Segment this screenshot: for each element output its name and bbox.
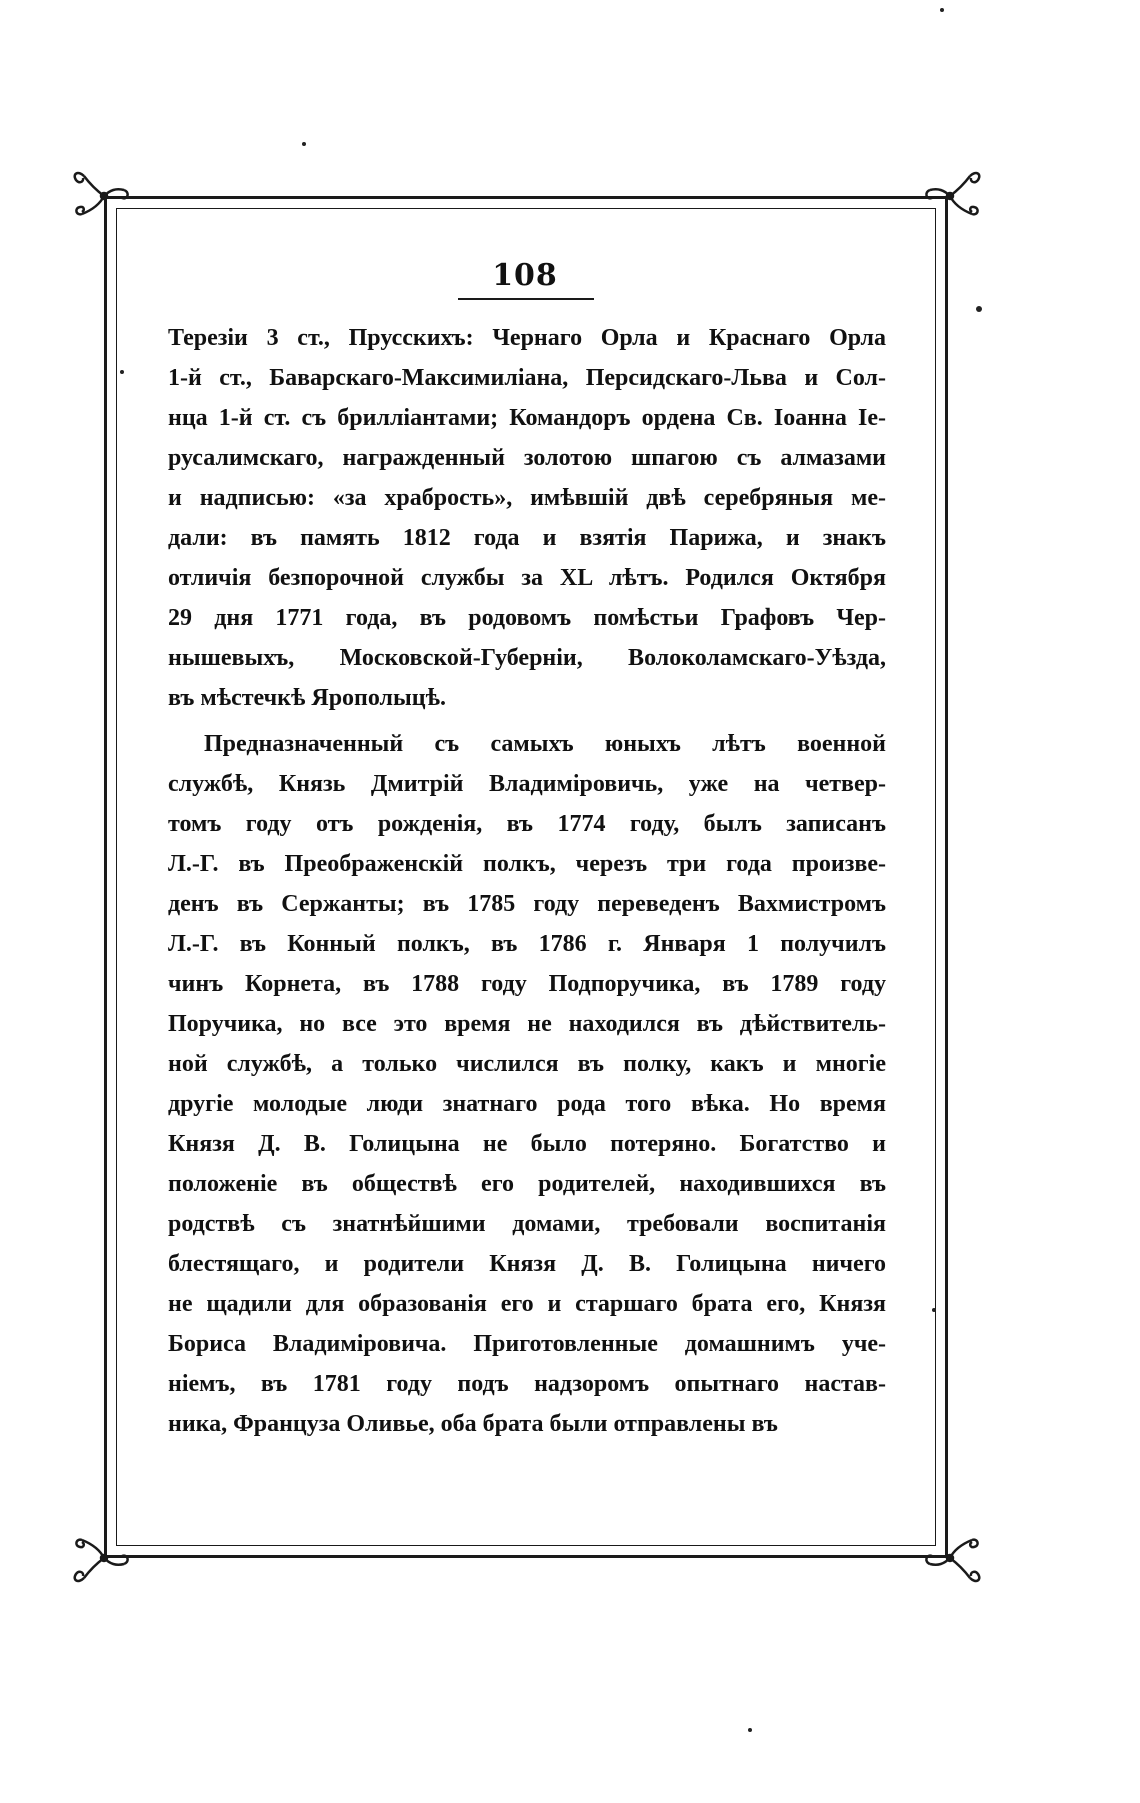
text-line: Л.-Г. въ Конный полкъ, въ 1786 г. Января 1 получилъ bbox=[168, 931, 886, 957]
text-line: въ мѣстечкѣ Ярополыцѣ. bbox=[168, 685, 446, 711]
text-line: отличія безпорочной службы за XL лѣтъ. Родился Октября bbox=[168, 565, 886, 591]
text-line: русалимскаго, награжденный золотою шпагою съ алмазами bbox=[168, 445, 886, 471]
scan-speck bbox=[120, 370, 124, 374]
text-line: другіе молодые люди знатнаго рода того вѣка. Но время bbox=[168, 1091, 886, 1117]
text-line: нца 1-й ст. съ брилліантами; Командоръ ордена Св. Іоанна Іе- bbox=[168, 405, 886, 431]
page-number-rule bbox=[458, 298, 594, 300]
text-line: денъ въ Сержанты; въ 1785 году переведенъ Вахмистромъ bbox=[168, 891, 886, 917]
text-line: Предназначенный съ самыхъ юныхъ лѣтъ военной bbox=[204, 731, 886, 757]
text-line: Князя Д. В. Голицына не было потеряно. Богатство и bbox=[168, 1131, 886, 1157]
text-line: томъ году отъ рожденія, въ 1774 году, былъ записанъ bbox=[168, 811, 886, 837]
text-line: службѣ, Князь Дмитрій Владиміровичь, уже на четвер- bbox=[168, 771, 886, 797]
text-line: дали: въ память 1812 года и взятія Парижа, и знакъ bbox=[168, 525, 886, 551]
text-line: нышевыхъ, Московской-Губерніи, Волоколамскаго-Уѣзда, bbox=[168, 645, 886, 671]
body-text bbox=[168, 318, 886, 1444]
text-line: ніемъ, въ 1781 году подъ надзоромъ опытнаго настав- bbox=[168, 1371, 886, 1397]
page-number: 108 bbox=[492, 258, 558, 293]
text-line: ника, Француза Оливье, оба брата были отправлены въ bbox=[168, 1411, 778, 1437]
text-line: положеніе въ обществѣ его родителей, находившихся въ bbox=[168, 1171, 886, 1197]
corner-ornament-icon bbox=[918, 1524, 988, 1594]
text-line: родствѣ съ знатнѣйшими домами, требовали воспитанія bbox=[168, 1211, 886, 1237]
text-line: Терезіи 3 ст., Прусскихъ: Чернаго Орла и Краснаго Орла bbox=[168, 325, 886, 351]
text-line: 1-й ст., Баварскаго-Максимиліана, Персидскаго-Льва и Сол- bbox=[168, 365, 886, 391]
corner-ornament-icon bbox=[66, 160, 136, 230]
text-line: и надписью: «за храбрость», имѣвшій двѣ серебряныя ме- bbox=[168, 485, 886, 511]
scan-speck bbox=[748, 1728, 752, 1732]
scan-speck bbox=[976, 306, 982, 312]
text-line: чинъ Корнета, въ 1788 году Подпоручика, въ 1789 году bbox=[168, 971, 886, 997]
text-line: ной службѣ, а только числился въ полку, какъ и многіе bbox=[168, 1051, 886, 1077]
text-line: 29 дня 1771 года, въ родовомъ помѣстьи Графовъ Чер- bbox=[168, 605, 886, 631]
text-line: Поручика, но все это время не находился въ дѣйствитель- bbox=[168, 1011, 886, 1037]
scan-speck bbox=[302, 142, 306, 146]
text-line: блестящаго, и родители Князя Д. В. Голицына ничего bbox=[168, 1251, 886, 1277]
corner-ornament-icon bbox=[66, 1524, 136, 1594]
text-line: Бориса Владиміровича. Приготовленные домашнимъ уче- bbox=[168, 1331, 886, 1357]
text-line: Л.-Г. въ Преображенскій полкъ, черезъ три года произве- bbox=[168, 851, 886, 877]
scan-speck bbox=[940, 8, 944, 12]
corner-ornament-icon bbox=[918, 160, 988, 230]
text-line: не щадили для образованія его и старшаго брата его, Князя bbox=[168, 1291, 886, 1317]
scan-speck bbox=[932, 1308, 936, 1312]
